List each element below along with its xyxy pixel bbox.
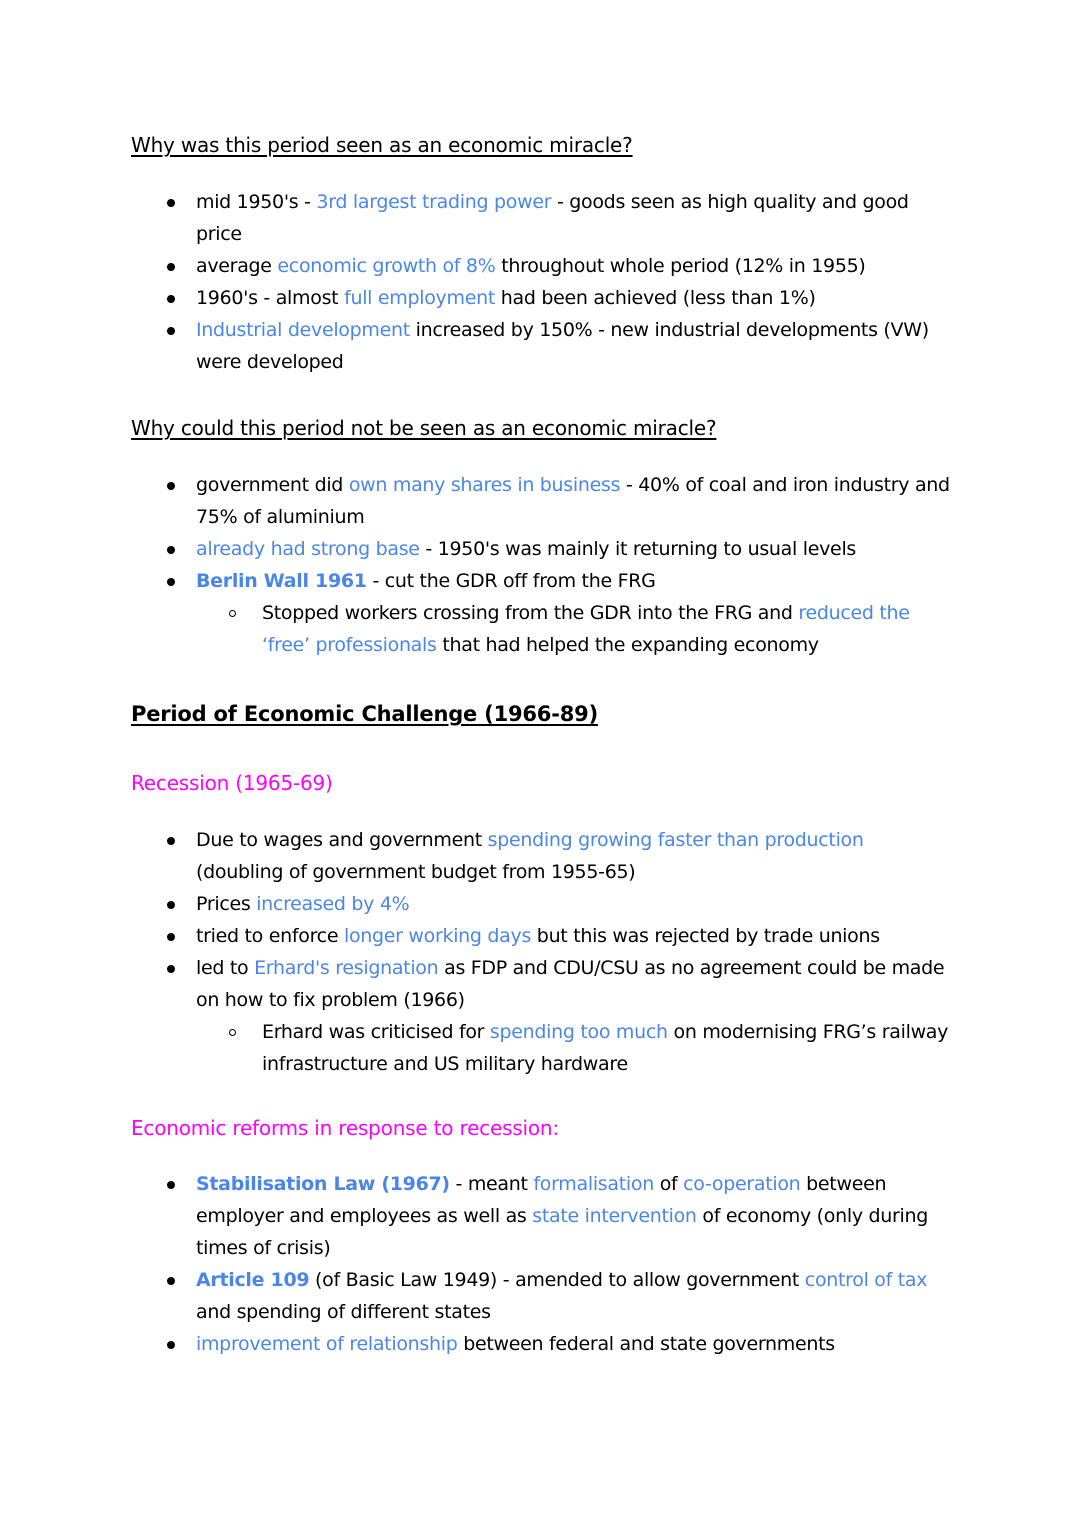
sub-list-item: Stopped workers crossing from the GDR into the FRG and reduced the ‘free’ professionals that had helped the expanding economy: [0, 597, 962, 661]
list-item: led to Erhard's resignation as FDP and CDU/CSU as no agreement could be made on how to fix problem (1966): [0, 952, 956, 1016]
miracle-heading: Why was this period seen as an economic miracle?: [131, 133, 633, 157]
bullet-icon: [167, 578, 175, 586]
list-item: average economic growth of 8% throughout whole period (12% in 1955): [0, 250, 956, 282]
list-item: Berlin Wall 1961 - cut the GDR off from the FRG: [0, 565, 956, 597]
list-item: Article 109 (of Basic Law 1949) - amended to allow government control of tax and spending of different states: [0, 1264, 956, 1328]
hollow-bullet-icon: [229, 1029, 236, 1036]
list-item: Due to wages and government spending growing faster than production (doubling of government budget from 1955-65): [0, 824, 956, 888]
reforms-heading: Economic reforms in response to recession:: [131, 1116, 559, 1140]
bullet-icon: [167, 901, 175, 909]
list-item: Industrial development increased by 150% - new industrial developments (VW) were developed: [0, 314, 956, 378]
bullet-icon: [167, 199, 175, 207]
bullet-icon: [167, 295, 175, 303]
bullet-icon: [167, 327, 175, 335]
bullet-icon: [167, 1341, 175, 1349]
bullet-icon: [167, 546, 175, 554]
list-item: tried to enforce longer working days but this was rejected by trade unions: [0, 920, 956, 952]
bullet-icon: [167, 933, 175, 941]
bullet-icon: [167, 263, 175, 271]
list-item: already had strong base - 1950's was mainly it returning to usual levels: [0, 533, 956, 565]
bullet-icon: [167, 1277, 175, 1285]
recession-list: [0, 824, 1080, 1080]
reforms-list: [0, 1168, 1080, 1360]
recession-heading: Recession (1965-69): [131, 771, 333, 795]
miracle-list: [0, 186, 1080, 378]
list-item: government did own many shares in business - 40% of coal and iron industry and 75% of aluminium: [0, 469, 956, 533]
not-miracle-heading: Why could this period not be seen as an economic miracle?: [131, 416, 717, 440]
list-item: improvement of relationship between federal and state governments: [0, 1328, 956, 1360]
challenge-heading: Period of Economic Challenge (1966-89): [131, 702, 598, 726]
list-item: Prices increased by 4%: [0, 888, 956, 920]
bullet-icon: [167, 837, 175, 845]
bullet-icon: [167, 1181, 175, 1189]
sub-list-item: Erhard was criticised for spending too much on modernising FRG’s railway infrastructure and US military hardware: [0, 1016, 962, 1080]
list-item: Stabilisation Law (1967) - meant formalisation of co-operation between employer and employees as well as state intervention of economy (only during times of crisis): [0, 1168, 956, 1264]
hollow-bullet-icon: [229, 610, 236, 617]
bullet-icon: [167, 482, 175, 490]
bullet-icon: [167, 965, 175, 973]
not-miracle-list: [0, 469, 1080, 661]
list-item: 1960's - almost full employment had been achieved (less than 1%): [0, 282, 956, 314]
list-item: mid 1950's - 3rd largest trading power - goods seen as high quality and good price: [0, 186, 956, 250]
